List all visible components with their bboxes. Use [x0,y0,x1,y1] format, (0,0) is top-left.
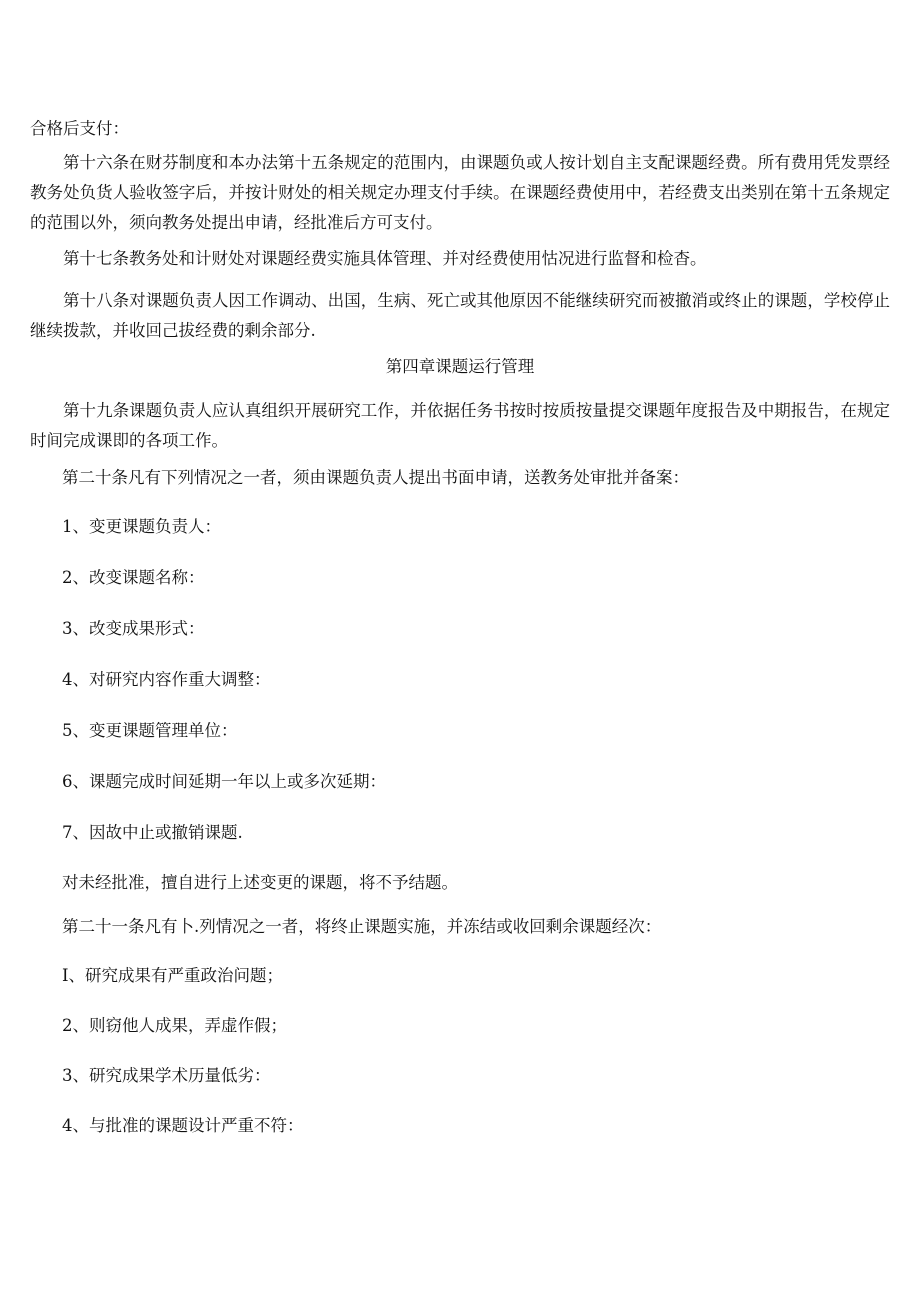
article-21-item-1: I、研究成果有严重政治问题； [62,966,284,985]
article-21-item-4: 4、与批准的课题设计严重不符： [62,1116,304,1135]
article-20: 第二十条凡有下列情况之一者，须由课题负责人提出书面申请，送教务处审批并备案： [62,468,689,487]
article-21: 第二十一条凡有卜.列情况之一者，将终止课题实施，并冻结或收回剩余课题经次： [62,917,662,936]
article-20-item-7: 7、因故中止或撤销课题. [62,823,243,842]
article-20-item-1: 1、变更课题负责人： [62,517,221,536]
article-20-item-6: 6、课题完成时间延期一年以上或多次延期： [62,772,386,791]
article-19: 第十九条课题负责人应认真组织开展研究工作，并依据任务书按时按质按量提交课题年度报告及中期报告，在规定时间完成课即的各项工作。 [30,401,890,450]
article-20-item-5: 5、变更课题管理单位： [62,721,238,740]
article-18: 第十八条对课题负责人因工作调动、出国，生病、死亡或其他原因不能继续研究而被撤消或终止的课题，学校停止继续拨款，并收回己拔经费的剩余部分. [30,291,890,340]
article-21-item-3: 3、研究成果学术历量低劣： [62,1066,271,1085]
article-20-item-2: 2、改变课题名称： [62,568,205,587]
article-20-item-4: 4、对研究内容作重大调整： [62,670,271,689]
article-17: 第十七条教务处和计财处对课题经费实施具体管理、并对经费使用怙况进行监督和检杳。 [63,249,707,268]
article-20-item-3: 3、改变成果形式： [62,619,205,638]
article-21-item-2: 2、则窃他人成果，弄虚作假； [62,1016,287,1035]
chapter-4-title: 第四章课题运行管理 [385,357,535,376]
article-20-note: 对未经批准，擅自进行上述变更的课题，将不予结题。 [62,873,458,892]
article-16: 第十六条在财芬制度和本办法第十五条规定的范围内，由课题负或人按计划自主支配课题经费。所有费用凭发票经教务处负货人验收签字后，并按计财处的相关规定办理支付手续。在课题经费使用中，若经费支出类别在第十五条规定的范围以外，须向教务处提出申请，经批准后方可支付。 [30,153,890,232]
continuation-text: 合格后支付： [30,119,129,138]
